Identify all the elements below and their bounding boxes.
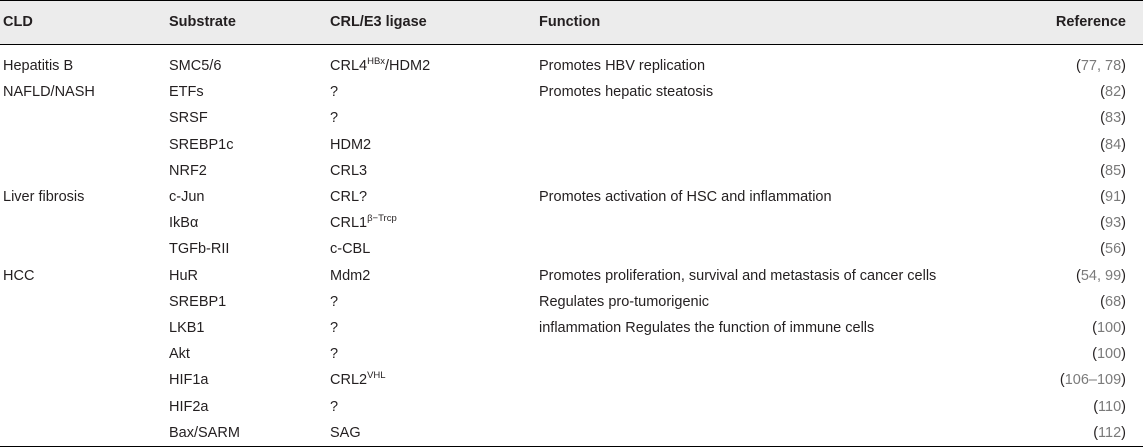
cell-function: Promotes HBV replication <box>539 58 706 74</box>
ligase-name: ? <box>330 346 339 363</box>
reference-link[interactable]: 56 <box>1105 241 1122 258</box>
table-row <box>0 105 1143 131</box>
reference-link[interactable]: 54, 99 <box>1080 267 1122 284</box>
ligase-name: HDM2 <box>330 136 372 153</box>
ref-close-paren: ) <box>1121 293 1126 310</box>
ligase-name: ? <box>330 84 339 101</box>
header-reference: Reference <box>1055 14 1126 30</box>
ligase-name: CRL2 <box>330 372 368 389</box>
cell-reference <box>1092 315 1126 341</box>
cell-reference <box>1100 132 1126 158</box>
cell-substrate: Akt <box>169 346 190 363</box>
reference-link[interactable]: 100 <box>1096 346 1122 363</box>
ligase-name: ? <box>330 293 339 310</box>
ref-open-paren: ( <box>1100 110 1106 127</box>
cell-substrate: TGFb-RII <box>169 241 230 258</box>
table-row <box>0 53 1143 79</box>
reference-link[interactable]: 110 <box>1098 398 1122 415</box>
cell-ligase <box>330 79 338 105</box>
header-rule <box>0 44 1143 45</box>
ref-open-paren: ( <box>1100 215 1106 232</box>
reference-link[interactable]: 68 <box>1105 293 1122 310</box>
cell-function: Promotes activation of HSC and inflammation <box>539 189 832 205</box>
cell-substrate: SREBP1 <box>169 293 227 310</box>
table-row <box>0 341 1143 367</box>
ref-close-paren: ) <box>1121 136 1126 153</box>
header-cld: CLD <box>3 14 33 30</box>
cell-substrate: LKB1 <box>169 320 205 336</box>
ref-close-paren: ) <box>1121 346 1126 363</box>
cell-reference <box>1100 158 1126 184</box>
cell-ligase <box>330 132 371 158</box>
header-function: Function <box>539 14 601 30</box>
ref-open-paren: ( <box>1100 84 1106 101</box>
cell-reference <box>1100 210 1126 236</box>
cell-reference <box>1100 184 1126 210</box>
cell-reference <box>1092 341 1126 367</box>
reference-link[interactable]: 83 <box>1105 110 1122 127</box>
cell-ligase <box>330 210 397 236</box>
cell-ligase <box>330 394 338 420</box>
ref-open-paren: ( <box>1100 293 1106 310</box>
cell-substrate: HIF1a <box>169 372 209 389</box>
ref-close-paren: ) <box>1121 162 1126 179</box>
cell-reference <box>1100 236 1126 262</box>
header-substrate: Substrate <box>169 14 236 30</box>
reference-link[interactable]: 91 <box>1105 189 1122 205</box>
reference-link[interactable]: 85 <box>1105 162 1122 179</box>
top-rule <box>0 0 1143 1</box>
ligase-superscript: HBx <box>367 56 386 67</box>
ref-open-paren: ( <box>1092 346 1097 363</box>
cell-cld: NAFLD/NASH <box>3 84 95 101</box>
table-row <box>0 184 1143 210</box>
ligase-superscript: β−Trcp <box>367 213 397 225</box>
cell-reference <box>1100 79 1126 105</box>
cell-ligase <box>330 315 338 341</box>
table-row <box>0 132 1143 158</box>
cell-substrate: SRSF <box>169 110 208 127</box>
header-row <box>0 9 1143 35</box>
table-row <box>0 263 1143 289</box>
cell-cld: Liver fibrosis <box>3 189 85 205</box>
cell-function: Promotes proliferation, survival and metastasis of cancer cells <box>539 267 937 284</box>
table-row <box>0 236 1143 262</box>
cell-ligase <box>330 158 367 184</box>
ref-close-paren: ) <box>1121 84 1126 101</box>
cell-reference <box>1093 420 1126 446</box>
cell-substrate: c-Jun <box>169 189 205 205</box>
cell-ligase <box>330 105 338 131</box>
cell-ligase <box>330 420 361 446</box>
ligase-name: CRL4 <box>330 58 368 74</box>
cell-ligase <box>330 184 367 210</box>
cell-reference <box>1060 367 1126 393</box>
cell-substrate: IkBα <box>169 215 199 232</box>
ref-close-paren: ) <box>1121 320 1126 336</box>
ref-open-paren: ( <box>1092 320 1097 336</box>
reference-link[interactable]: 106–109 <box>1064 372 1122 389</box>
cell-substrate: NRF2 <box>169 162 207 179</box>
cell-reference <box>1093 394 1126 420</box>
cell-substrate: HuR <box>169 267 199 284</box>
ref-close-paren: ) <box>1121 372 1126 389</box>
ligase-name: ? <box>330 320 339 336</box>
ligase-name: CRL? <box>330 189 368 205</box>
ligase-name: CRL1 <box>330 215 368 232</box>
ligase-name: CRL3 <box>330 162 368 179</box>
ref-open-paren: ( <box>1075 58 1081 74</box>
ref-open-paren: ( <box>1100 162 1106 179</box>
table-row <box>0 315 1143 341</box>
cell-ligase <box>330 367 386 393</box>
cell-ligase <box>330 289 338 315</box>
cell-reference <box>1100 105 1126 131</box>
reference-link[interactable]: 77, 78 <box>1080 58 1122 74</box>
cell-ligase <box>330 341 338 367</box>
reference-link[interactable]: 112 <box>1098 424 1122 441</box>
table-row <box>0 289 1143 315</box>
cell-function: inflammation Regulates the function of immune cells <box>539 320 875 336</box>
ref-close-paren: ) <box>1121 215 1126 232</box>
ref-close-paren: ) <box>1121 398 1126 415</box>
ligase-superscript: VHL <box>367 370 386 382</box>
ref-close-paren: ) <box>1121 424 1126 441</box>
cell-cld: Hepatitis B <box>3 58 74 74</box>
ref-close-paren: ) <box>1121 110 1126 127</box>
cell-function: Promotes hepatic steatosis <box>539 84 714 101</box>
ref-open-paren: ( <box>1100 241 1106 258</box>
cell-substrate: Bax/SARM <box>169 424 240 441</box>
ligase-suffix: /HDM2 <box>385 58 431 74</box>
ligase-name: SAG <box>330 424 361 441</box>
ref-open-paren: ( <box>1100 189 1106 205</box>
header-ligase: CRL/E3 ligase <box>330 14 427 30</box>
ref-open-paren: ( <box>1093 424 1099 441</box>
cell-substrate: SREBP1c <box>169 136 234 153</box>
table-row <box>0 79 1143 105</box>
table-row <box>0 420 1143 446</box>
ref-close-paren: ) <box>1121 58 1126 74</box>
table-row <box>0 158 1143 184</box>
cell-cld: HCC <box>3 267 35 284</box>
cell-function: Regulates pro-tumorigenic <box>539 293 710 310</box>
ref-open-paren: ( <box>1075 267 1081 284</box>
ligase-name: Mdm2 <box>330 267 371 284</box>
ref-close-paren: ) <box>1121 267 1126 284</box>
table-row <box>0 367 1143 393</box>
cell-reference <box>1076 53 1126 79</box>
reference-link[interactable]: 93 <box>1105 215 1122 232</box>
cell-substrate: HIF2a <box>169 398 209 415</box>
ref-close-paren: ) <box>1121 241 1126 258</box>
ref-open-paren: ( <box>1093 398 1099 415</box>
reference-link[interactable]: 100 <box>1096 320 1122 336</box>
cell-substrate: SMC5/6 <box>169 58 222 74</box>
table-row <box>0 394 1143 420</box>
cell-substrate: ETFs <box>169 84 204 101</box>
reference-link[interactable]: 84 <box>1105 136 1122 153</box>
reference-link[interactable]: 82 <box>1105 84 1122 101</box>
cell-ligase <box>330 236 370 262</box>
ligase-name: ? <box>330 398 339 415</box>
cell-ligase <box>330 53 430 79</box>
ligase-name: c-CBL <box>330 241 371 258</box>
ref-close-paren: ) <box>1121 189 1126 205</box>
cell-reference <box>1100 289 1126 315</box>
table-row <box>0 210 1143 236</box>
cell-reference <box>1076 263 1126 289</box>
cell-ligase <box>330 263 370 289</box>
ref-open-paren: ( <box>1100 136 1106 153</box>
ligase-name: ? <box>330 110 339 127</box>
ref-open-paren: ( <box>1059 372 1065 389</box>
